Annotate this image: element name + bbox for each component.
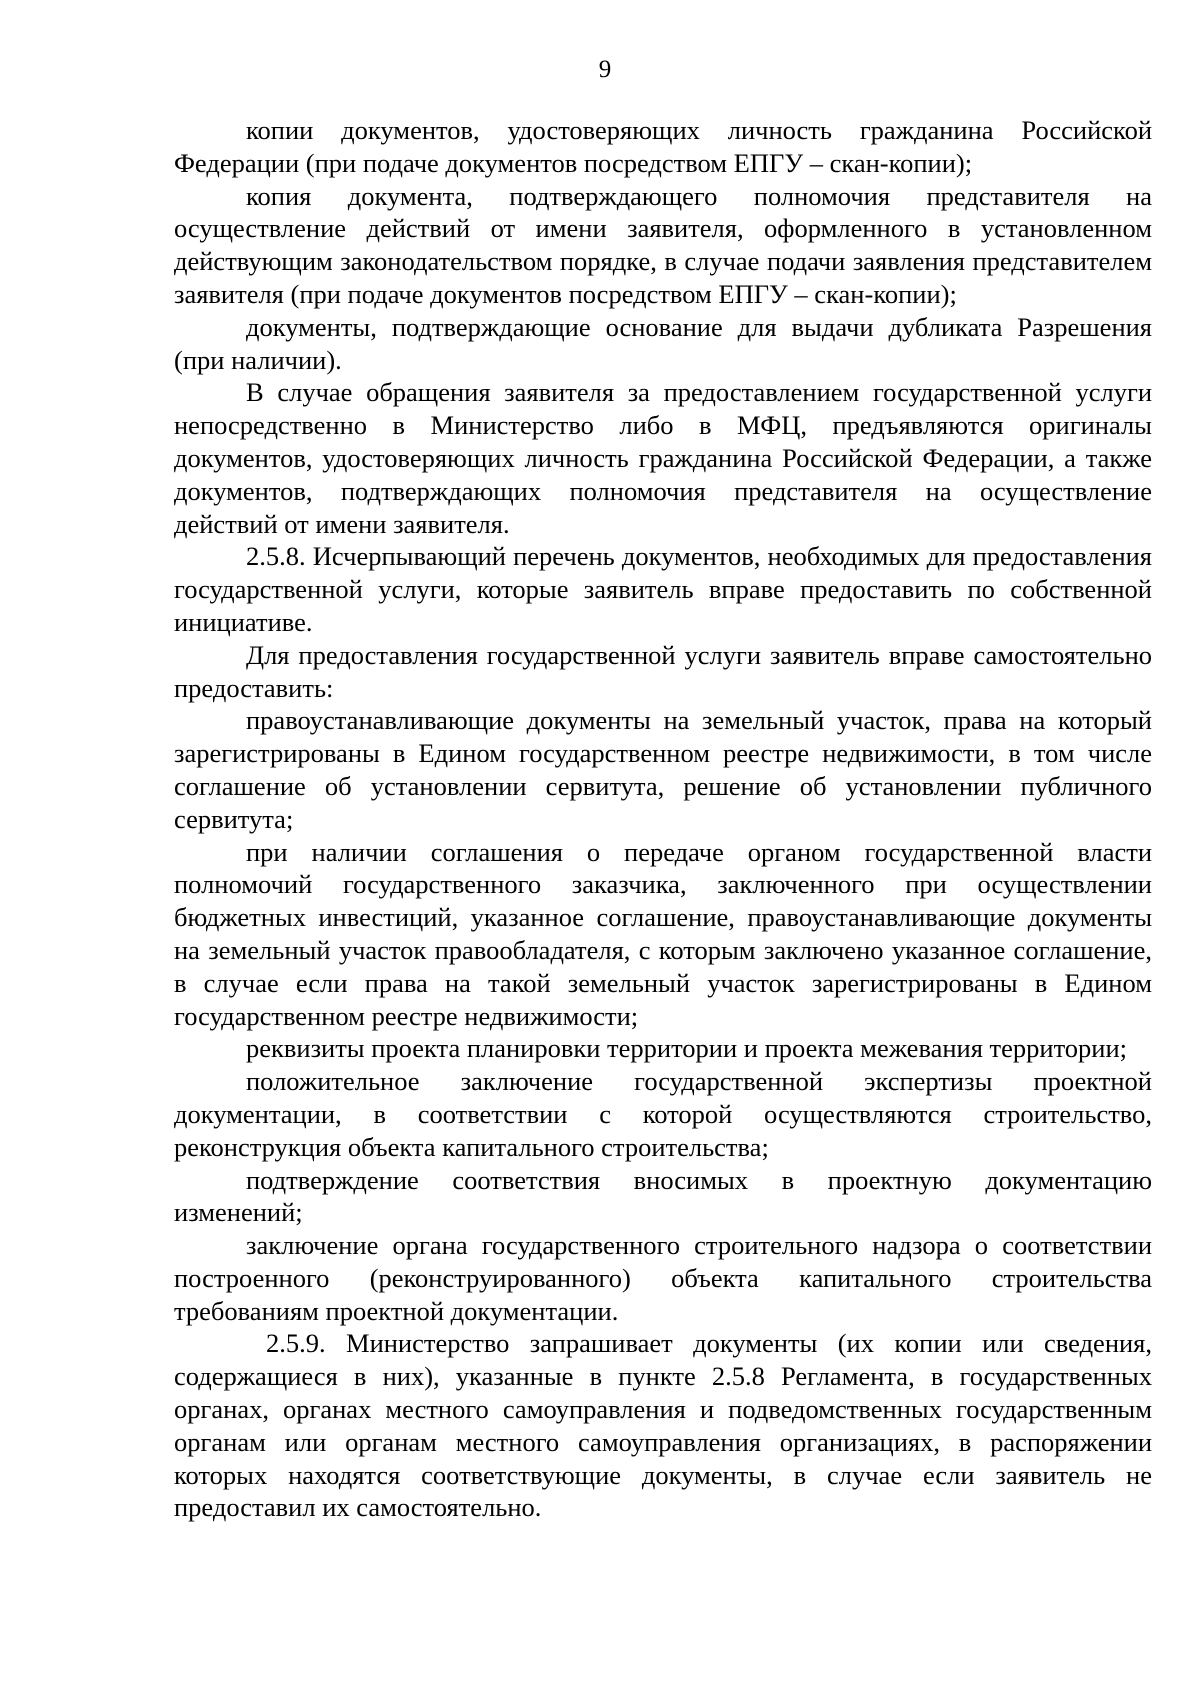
paragraph-land-title-documents: правоустанавливающие документы на земельный участок, права на который зарегистрированы в Едином государственном реестре недвижимости, в том числе соглашение об установлении сервитута, решение об установлении публичного сервитута;: [174, 705, 1152, 834]
paragraph-planning-project: реквизиты проекта планировки территории и проекта межевания территории;: [246, 1033, 1128, 1064]
page-number: 9: [598, 56, 612, 83]
paragraph-section-2-5-8: 2.5.8. Исчерпывающий перечень документов, необходимых для предоставления государственной услуги, которые заявитель вправе предоставить по собственной инициативе.: [174, 541, 1152, 637]
paragraph-originals: В случае обращения заявителя за предоставлением государственной услуги непосредственно в Министерство либо в МФЦ, предъявляются оригиналы документов, удостоверяющих личность гражданина Российской Федерации, а также документов, подтверждающих полномочия представителя на осуществление действий от имени заявителя.: [174, 377, 1152, 539]
document-body: [174, 114, 1152, 1524]
paragraph-expertise-conclusion: положительное заключение государственной экспертизы проектной документации, в соответствии с которой осуществляются строительство, реконструкция объекта капитального строительства;: [174, 1066, 1152, 1162]
paragraph-customer-agreement: при наличии соглашения о передаче органом государственной власти полномочий государственного заказчика, заключенного при осуществлении бюджетных инвестиций, указанное соглашение, правоустанавливающие документы на земельный участок правообладателя, с которым заключено указанное соглашение, в случае если права на такой земельный участок зарегистрированы в Едином государственном реестре недвижимости;: [174, 836, 1152, 1031]
paragraph-representative-authority: копия документа, подтверждающего полномочия представителя на осуществление действий от имени заявителя, оформленного в установленном действующим законодательством порядке, в случае подачи заявления представителем заявителя (при подаче документов посредством ЕПГУ – скан-копии);: [174, 180, 1152, 309]
paragraph-changes-confirmation: подтверждение соответствия вносимых в проектную документацию изменений;: [174, 1164, 1152, 1228]
paragraph-duplicate-grounds: документы, подтверждающие основание для выдачи дубликата Разрешения (при наличии).: [174, 311, 1152, 375]
paragraph-section-2-5-9: 2.5.9. Министерство запрашивает документы (их копии или сведения, содержащиеся в них), указанные в пункте 2.5.8 Регламента, в государственных органах, органах местного самоуправления и подведомственных государственным органам или органам местного самоуправления организациях, в распоряжении которых находятся соответствующие документы, в случае если заявитель не предоставил их самостоятельно.: [174, 1328, 1152, 1523]
paragraph-supervision-conclusion: заключение органа государственного строительного надзора о соответствии построенного (реконструированного) объекта капитального строительства требованиям проектной документации.: [174, 1230, 1152, 1326]
paragraph-own-initiative: Для предоставления государственной услуги заявитель вправе самостоятельно предоставить:: [174, 639, 1152, 703]
paragraph-identity-copies: копии документов, удостоверяющих личность гражданина Российской Федерации (при подаче документов посредством ЕПГУ – скан-копии);: [174, 115, 1152, 178]
